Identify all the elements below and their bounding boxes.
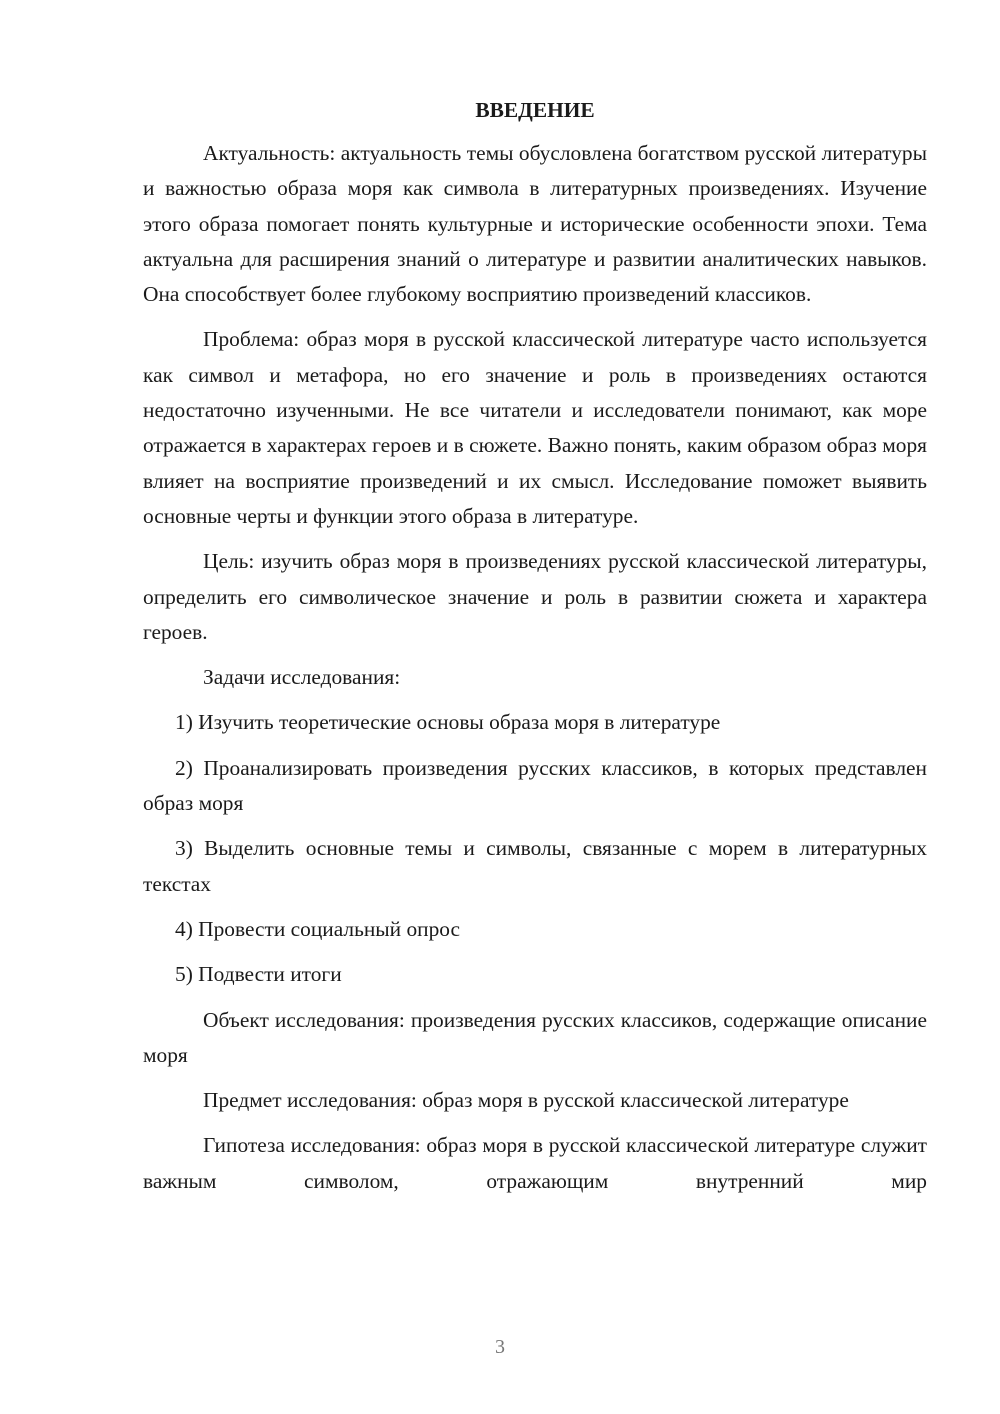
section-title: ВВЕДЕНИЕ bbox=[475, 98, 595, 122]
task-item-1: 1) Изучить теоретические основы образа моря в литературе bbox=[175, 710, 721, 735]
paragraph-relevance: Актуальность: актуальность темы обусловлена богатством русской литературы и важностью образа моря как символа в литературных произведениях. Изучение этого образа помогает понять культурные и исторические особенности эпохи. Тема актуальна для расширения знаний о литературе и развитии аналитических навыков. Она способствует более глубокому восприятию произведений классиков. bbox=[143, 141, 927, 307]
paragraph-object: Объект исследования: произведения русских классиков, содержащие описание моря bbox=[143, 1007, 927, 1067]
paragraph-problem: Проблема: образ моря в русской классической литературе часто используется как символ и метафора, но его значение и роль в произведениях остаются недостаточно изученными. Не все читатели и исследователи понимают, как море отражается в характерах героев и в сюжете. Важно понять, каким образом образ моря влияет на восприятие произведений и их смысл. Исследование поможет выявить основные черты и функции этого образа в литературе. bbox=[143, 327, 927, 528]
paragraph-tasks-heading: Задачи исследования: bbox=[203, 665, 401, 690]
task-item-5: 5) Подвести итоги bbox=[175, 962, 342, 987]
task-item-4: 4) Провести социальный опрос bbox=[175, 916, 461, 941]
document-page bbox=[143, 96, 927, 1209]
page-number: 3 bbox=[495, 1336, 505, 1358]
paragraph-goal: Цель: изучить образ моря в произведениях русской классической литературы, определить его символическое значение и роль в развитии сюжета и характера героев. bbox=[143, 549, 927, 644]
paragraph-hypothesis: Гипотеза исследования: образ моря в русской классической литературе служит важным символом, отражающим внутренний мир bbox=[143, 1133, 927, 1193]
paragraph-subject: Предмет исследования: образ моря в русской классической литературе bbox=[203, 1088, 849, 1113]
task-item-3: 3) Выделить основные темы и символы, связанные с морем в литературных текстах bbox=[143, 836, 927, 896]
task-item-2: 2) Проанализировать произведения русских классиков, в которых представлен образ моря bbox=[143, 755, 927, 816]
